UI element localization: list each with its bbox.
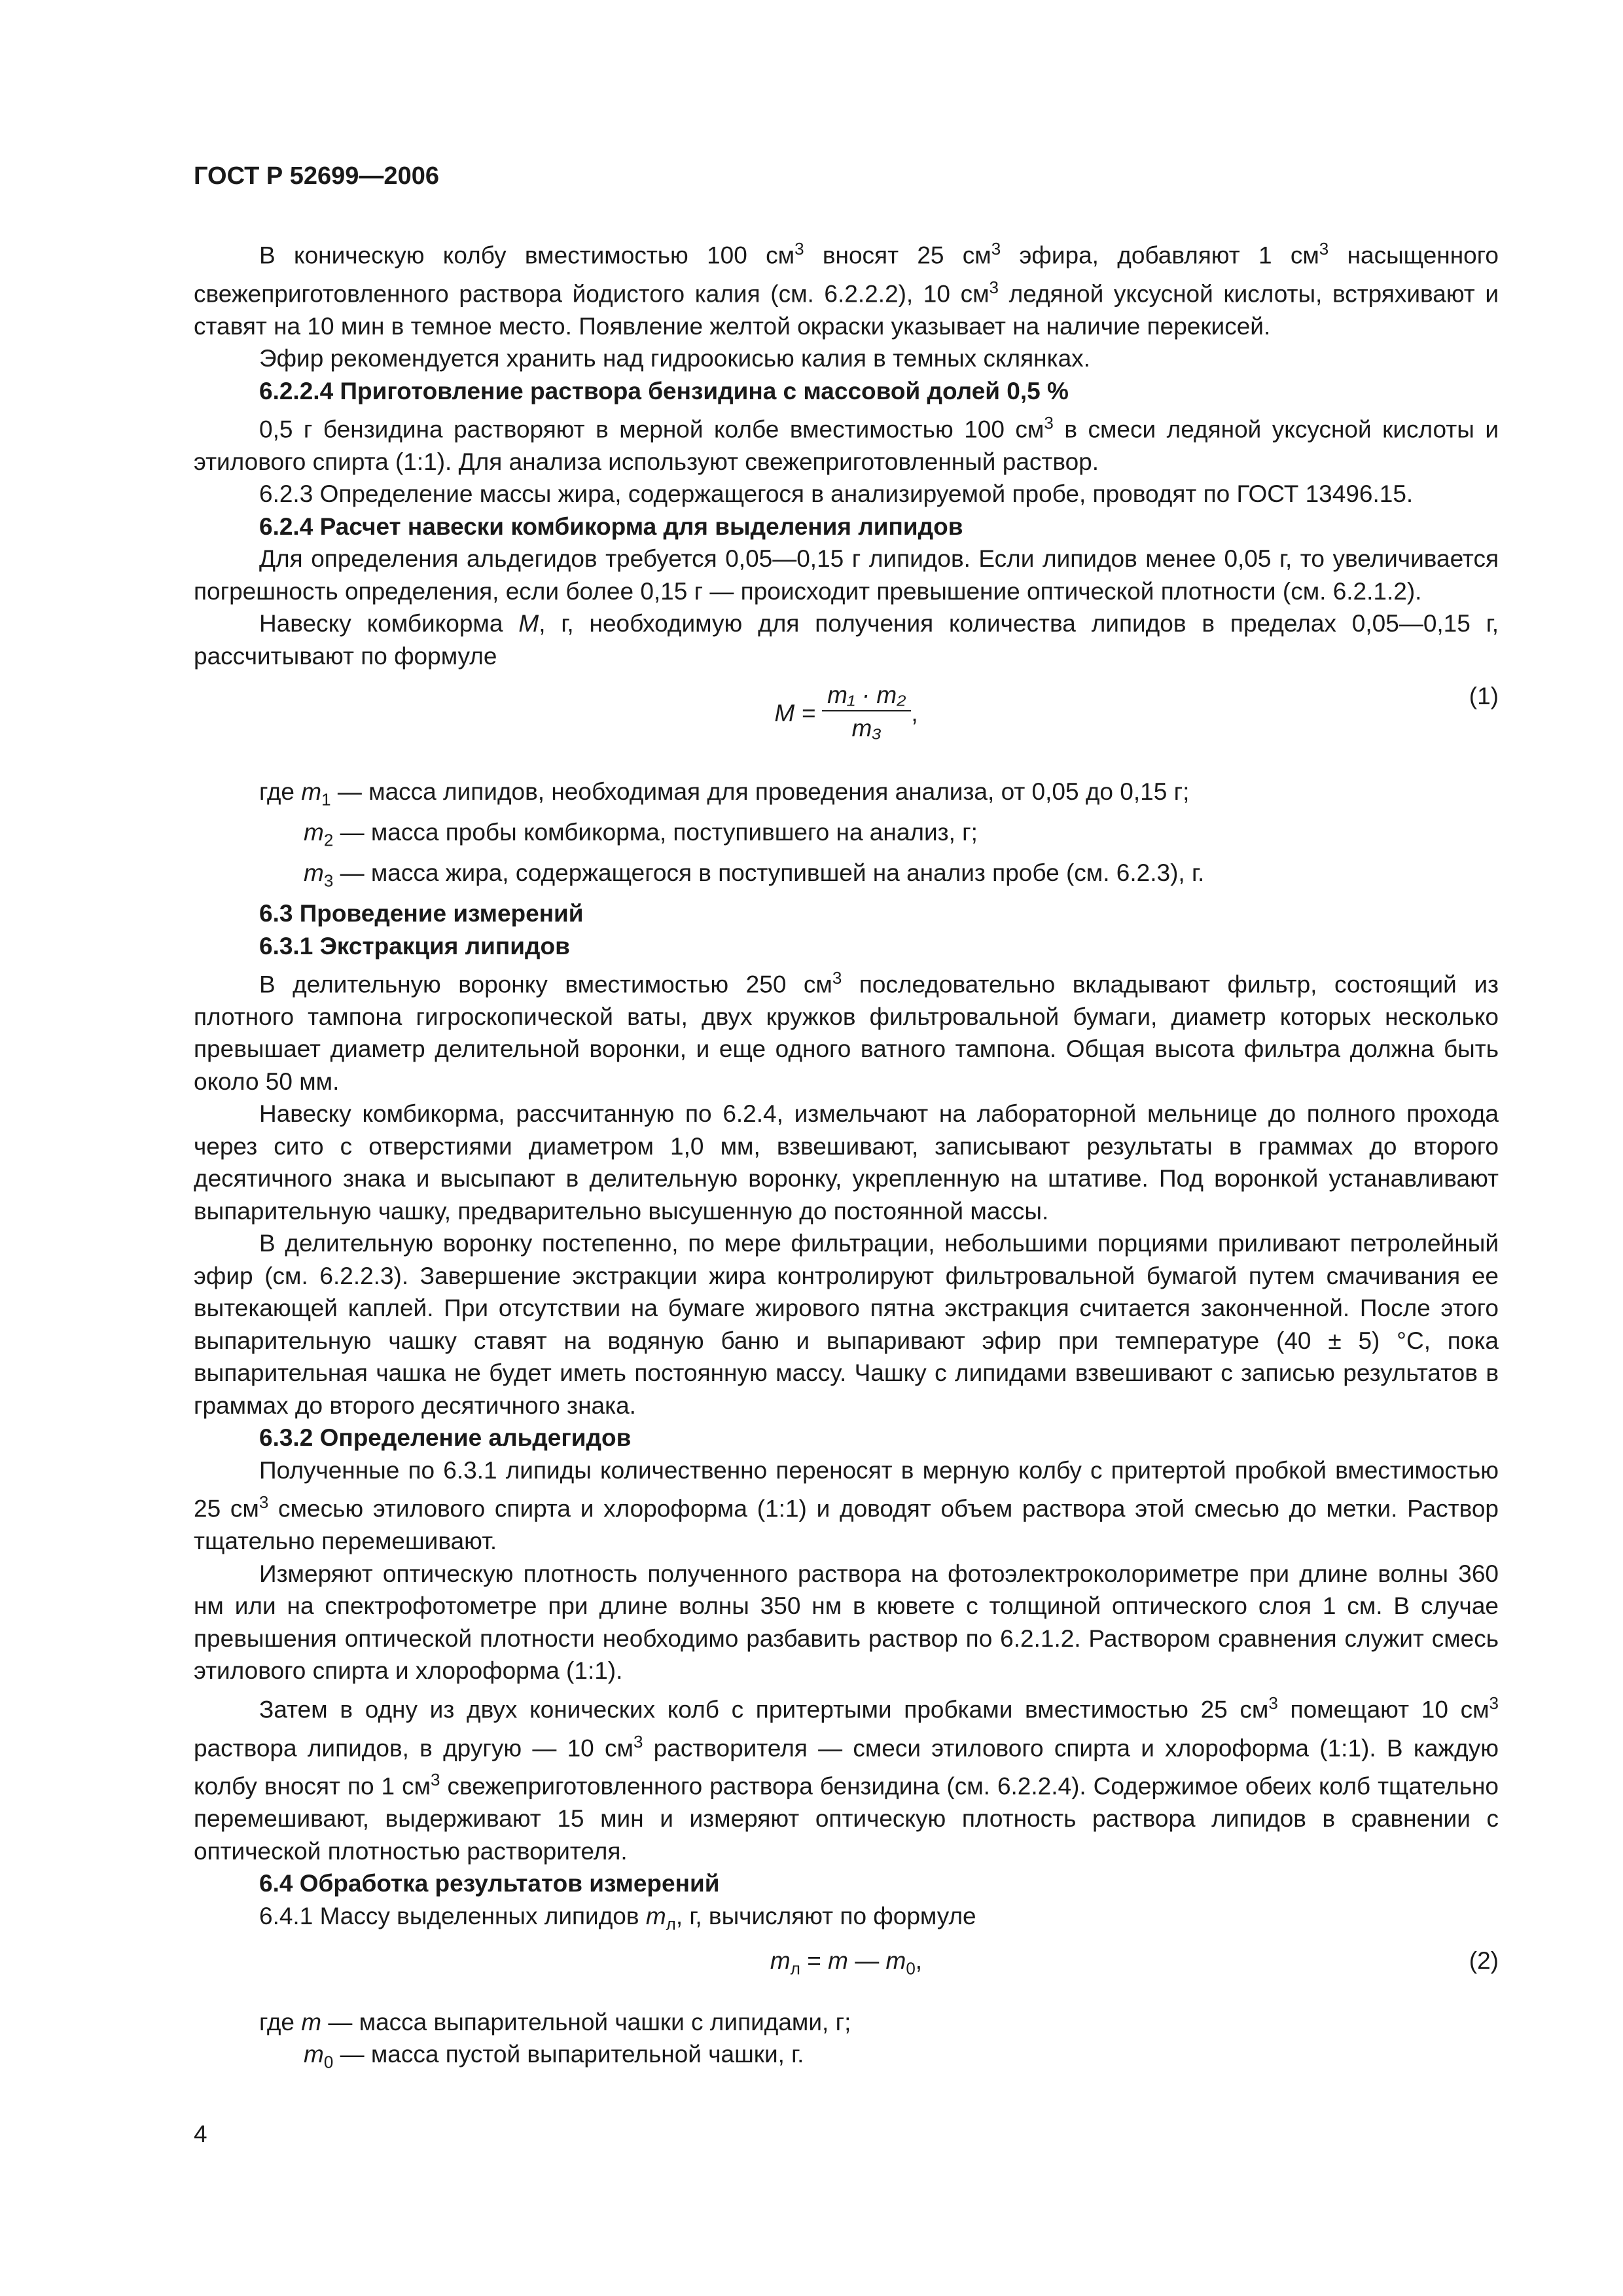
formula-number: (1) bbox=[1469, 683, 1499, 710]
formula-number: (2) bbox=[1469, 1946, 1499, 1974]
section-heading-6-2-4: 6.2.4 Расчет навески комбикорма для выделения липидов bbox=[259, 512, 963, 540]
section-heading-6-3-2: 6.3.2 Определение альдегидов bbox=[259, 1424, 632, 1452]
paragraph: Навеску комбикорма M, г, необходимую для получения количества липидов в пределах 0,05—0,15 г, рассчитывают по формуле bbox=[194, 610, 1499, 670]
formula-numerator: m₁ · m₂ bbox=[822, 680, 911, 711]
where-item: где m — масса выпарительной чашки с липидами, г; bbox=[259, 2008, 851, 2036]
section-heading-6-2-2-4: 6.2.2.4 Приготовление раствора бензидина с массовой долей 0,5 % bbox=[259, 377, 1069, 404]
where-item: $m_0$ — масса пустой выпарительной чашки, г. bbox=[304, 2041, 804, 2072]
formula-trail: , bbox=[911, 699, 918, 726]
formula-1 bbox=[194, 680, 1499, 762]
formula-denominator: m₃ bbox=[851, 715, 882, 742]
section-heading-6-3: 6.3 Проведение измерений bbox=[259, 900, 584, 927]
where-item: $m_2$ — масса пробы комбикорма, поступившего на анализ, г; bbox=[304, 819, 978, 850]
paragraph: Затем в одну из двух конических колб с притертыми пробками вместимостью 25 $см^3$ помещают 10 $см^3$ раствора липидов, в другую — 10 $см^3$ растворителя — смеси этилового спирта и хлороформа (1:1). В каждую колбу вносят по 1 $см^3$ свежеприготовленного раствора бензидина (см. 6.2.2.4). Содержимое обеих колб тщательно перемешивают, выдерживают 15 мин и измеряют оптическую плотность раствора липидов в сравнении с оптической плотностью растворителя. bbox=[194, 1693, 1499, 1865]
paragraph: Для определения альдегидов требуется 0,05—0,15 г липидов. Если липидов менее 0,05 г, то увеличивается погрешность определения, если более 0,15 г — происходит превышение оптической плотности (см. 6.2.1.2). bbox=[194, 545, 1499, 605]
formula-expression: $m_л = m$ — $m_0$, bbox=[770, 1946, 923, 1979]
section-heading-6-4: 6.4 Обработка результатов измерений bbox=[259, 1870, 720, 1897]
page-content bbox=[194, 233, 1499, 2079]
where-item: $m_3$ — масса жира, содержащегося в поступившей на анализ пробе (см. 6.2.3), г. bbox=[304, 859, 1205, 891]
paragraph: В делительную воронку постепенно, по мере фильтрации, небольшими порциями приливают петролейный эфир (см. 6.2.2.3). Завершение экстракции жира контролируют фильтровальной бумагой путем смачивания ее вытекающей каплей. При отсутствии на бумаге жирового пятна экстракция считается законченной. После этого выпарительную чашку ставят на водяную баню и выпаривают эфир при температуре (40 ± 5) °С, пока выпарительная чашка не будет иметь постоянную массу. Чашку с липидами взвешивают с записью результатов в граммах до второго десятичного знака. bbox=[194, 1230, 1499, 1419]
paragraph: Эфир рекомендуется хранить над гидроокисью калия в темных склянках. bbox=[259, 345, 1090, 372]
document-header: ГОСТ Р 52699—2006 bbox=[194, 162, 439, 190]
paragraph: Измеряют оптическую плотность полученного раствора на фотоэлектроколориметре при длине волны 360 нм или на спектрофотометре при длине волны 350 нм в кювете с толщиной оптического слоя 1 см. В случае превышения оптической плотности необходимо разбавить раствор по 6.2.1.2. Раствором сравнения служит смесь этилового спирта и хлороформа (1:1). bbox=[194, 1560, 1499, 1685]
paragraph: 0,5 г бензидина растворяют в мерной колбе вместимостью 100 $см^3$ в смеси ледяной уксусной кислоты и этилового спирта (1:1). Для анализа используют свежеприготовленный раствор. bbox=[194, 413, 1499, 475]
fraction bbox=[774, 680, 918, 745]
paragraph: В коническую колбу вместимостью 100 $см^3$ вносят 25 $см^3$ эфира, добавляют 1 $см^3$ насыщенного свежеприготовленного раствора йодистого калия (см. 6.2.2.2), 10 $см^3$ ледяной уксусной кислоты, встряхивают и ставят на 10 мин в темное место. Появление желтой окраски указывает на наличие перекисей. bbox=[194, 239, 1499, 340]
paragraph: Навеску комбикорма, рассчитанную по 6.2.4, измельчают на лабораторной мельнице до полного прохода через сито с отверстиями диаметром 1,0 мм, взвешивают, записывают результаты в граммах до второго десятичного знака и высыпают в делительную воронку, укрепленную на штативе. Под воронкой устанавливают выпарительную чашку, предварительно высушенную до постоянной массы. bbox=[194, 1100, 1499, 1225]
where-item: где $m_1$ — масса липидов, необходимая для проведения анализа, от 0,05 до 0,15 г; bbox=[259, 778, 1190, 810]
paragraph: Полученные по 6.3.1 липиды количественно переносят в мерную колбу с притертой пробкой вместимостью 25 $см^3$ смесью этилового спирта и хлороформа (1:1) и доводят объем раствора этой смесью до метки. Раствор тщательно перемешивают. bbox=[194, 1456, 1499, 1555]
page-number: 4 bbox=[194, 2121, 207, 2147]
paragraph-6-2-3: 6.2.3 Определение массы жира, содержащегося в анализируемой пробе, проводят по ГОСТ 13496.15. bbox=[259, 480, 1414, 508]
paragraph-6-4-1: 6.4.1 Массу выделенных липидов $m_л$, г, вычисляют по формуле bbox=[259, 1902, 976, 1934]
section-heading-6-3-1: 6.3.1 Экстракция липидов bbox=[259, 932, 570, 960]
paragraph: В делительную воронку вместимостью 250 $см^3$ последовательно вкладывают фильтр, состоящий из плотного тампона гигроскопической ваты, двух кружков фильтровальной бумаги, диаметр которых несколько превышает диаметр делительной воронки, и еще одного ватного тампона. Общая высота фильтра должна быть около 50 мм. bbox=[194, 968, 1499, 1095]
formula-2 bbox=[194, 1945, 1499, 1990]
formula-lhs: M = bbox=[774, 699, 816, 726]
